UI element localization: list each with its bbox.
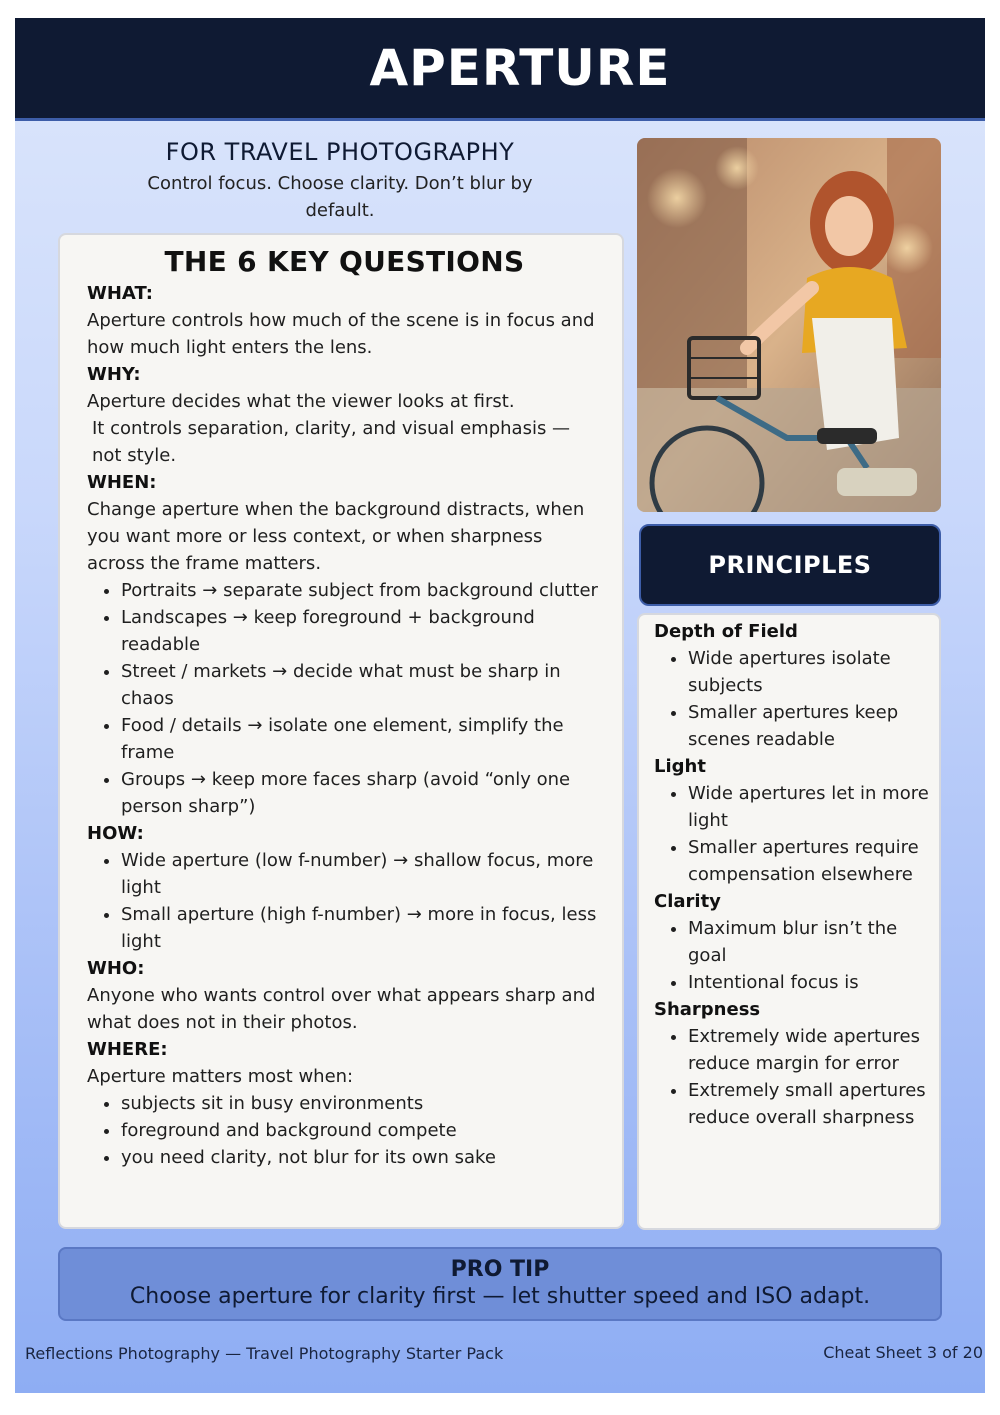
how-list bbox=[87, 847, 602, 955]
list-item: • foreground and background compete bbox=[121, 1117, 602, 1144]
header-banner bbox=[15, 18, 985, 121]
list-item: • Maximum blur isn’t the goal bbox=[688, 915, 929, 969]
subtitle-block bbox=[135, 138, 545, 224]
footer-page-count: Cheat Sheet 3 of 20 bbox=[823, 1343, 983, 1362]
list-item: • Landscapes → keep foreground + background readable bbox=[121, 604, 602, 658]
dof-label: Depth of Field bbox=[654, 621, 798, 642]
key-questions-heading: THE 6 KEY QUESTIONS bbox=[164, 245, 525, 278]
list-item: • Extremely small apertures reduce overall sharpness bbox=[688, 1077, 929, 1131]
list-item: • Wide apertures let in more light bbox=[688, 780, 929, 834]
light-label: Light bbox=[654, 756, 706, 777]
sharpness-label: Sharpness bbox=[654, 999, 761, 1020]
list-item: • subjects sit in busy environments bbox=[121, 1090, 602, 1117]
why-label: WHY: bbox=[87, 364, 141, 385]
clarity-label: Clarity bbox=[654, 891, 721, 912]
list-item: • Portraits → separate subject from background clutter bbox=[121, 577, 602, 604]
principles-banner bbox=[639, 524, 941, 606]
what-label: WHAT: bbox=[87, 283, 153, 304]
footer-credit: Reflections Photography — Travel Photography Starter Pack bbox=[25, 1344, 504, 1363]
who-text: Anyone who wants control over what appears sharp and what does not in their photos. bbox=[87, 985, 596, 1033]
when-label: WHEN: bbox=[87, 472, 157, 493]
subtitle-tagline: Control focus. Choose clarity. Don’t blur by default. bbox=[147, 173, 533, 221]
list-item: • Smaller apertures keep scenes readable bbox=[688, 699, 929, 753]
list-item: • Groups → keep more faces sharp (avoid “only one person sharp”) bbox=[121, 766, 602, 820]
dof-list bbox=[654, 645, 929, 753]
where-list bbox=[87, 1090, 602, 1171]
travel-photo bbox=[637, 138, 941, 512]
list-item: • Food / details → isolate one element, simplify the frame bbox=[121, 712, 602, 766]
pro-tip-label: PRO TIP bbox=[450, 1257, 550, 1282]
principles-card bbox=[637, 613, 941, 1230]
where-text: Aperture matters most when: bbox=[87, 1066, 354, 1087]
what-text: Aperture controls how much of the scene is in focus and how much light enters the lens. bbox=[87, 310, 595, 358]
sharpness-list bbox=[654, 1023, 929, 1131]
key-questions-card bbox=[58, 233, 624, 1229]
clarity-list bbox=[654, 915, 929, 996]
why-text-1: Aperture decides what the viewer looks at first. bbox=[87, 391, 515, 412]
list-item: • Wide apertures isolate subjects bbox=[688, 645, 929, 699]
where-label: WHERE: bbox=[87, 1039, 168, 1060]
list-item: • Street / markets → decide what must be sharp in chaos bbox=[121, 658, 602, 712]
who-label: WHO: bbox=[87, 958, 145, 979]
woman-on-bicycle-image bbox=[637, 138, 941, 512]
page-title: APERTURE bbox=[369, 39, 671, 97]
why-text-2: It controls separation, clarity, and visual emphasis — not style. bbox=[92, 418, 571, 466]
list-item: • Smaller apertures require compensation elsewhere bbox=[688, 834, 929, 888]
subtitle-heading: FOR TRAVEL PHOTOGRAPHY bbox=[165, 138, 515, 166]
list-item: • Small aperture (high f-number) → more in focus, less light bbox=[121, 901, 602, 955]
light-list bbox=[654, 780, 929, 888]
pro-tip-text: Choose aperture for clarity first — let shutter speed and ISO adapt. bbox=[129, 1284, 871, 1309]
when-list bbox=[87, 577, 602, 820]
principles-heading: PRINCIPLES bbox=[708, 551, 872, 579]
list-item: • Wide aperture (low f-number) → shallow focus, more light bbox=[121, 847, 602, 901]
page bbox=[15, 18, 985, 1393]
pro-tip-box bbox=[58, 1247, 942, 1321]
when-text: Change aperture when the background distracts, when you want more or less context, or when sharpness across the frame matters. bbox=[87, 499, 585, 574]
list-item: • Intentional focus is bbox=[688, 969, 929, 996]
list-item: • you need clarity, not blur for its own sake bbox=[121, 1144, 602, 1171]
how-label: HOW: bbox=[87, 823, 144, 844]
list-item: • Extremely wide apertures reduce margin for error bbox=[688, 1023, 929, 1077]
